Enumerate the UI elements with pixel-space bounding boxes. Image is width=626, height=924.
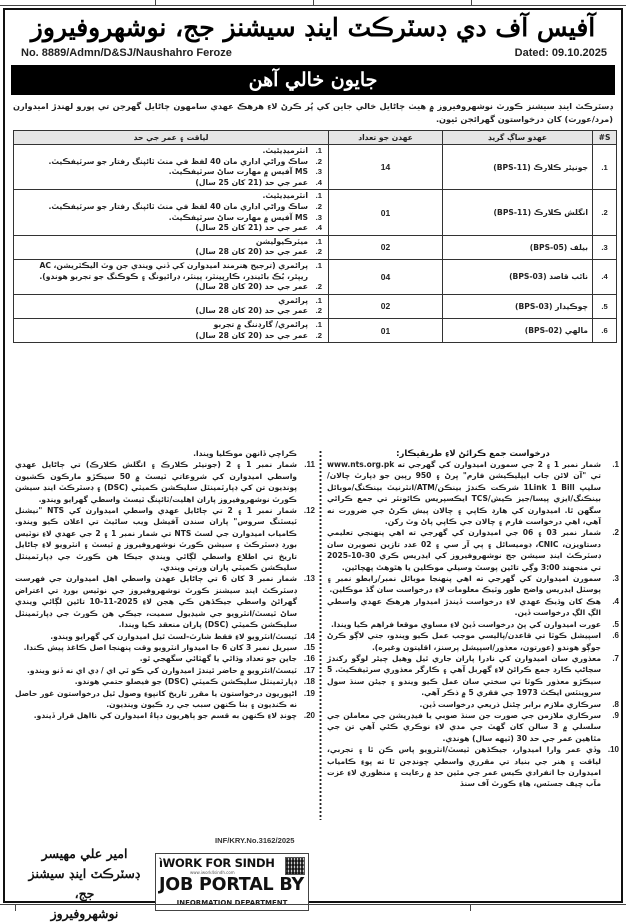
qualification-text: پرائمري [278,295,308,305]
row-qualifications [14,190,329,235]
qualification-number: 3. [315,167,322,177]
qualification-item [18,320,322,331]
table-row [14,294,617,318]
item-number: 12. [303,506,315,516]
qualification-text: ميٽرڪيوليشن [255,236,308,246]
qualification-text: ساڪ وراڻي اداري مان 40 لفظ في منٽ ٽائپنگ رفتار جو سرٽيفڪيٽ. [48,156,308,166]
item-number: 2. [612,528,619,538]
qualification-text: پرائمري/ گارڊننگ ۾ تجربو [213,319,308,329]
row-count: 01 [329,318,443,342]
qualification-number: 1. [315,295,322,305]
qualification-item [18,178,322,189]
qualification-item [18,296,322,307]
procedure-item [327,699,619,710]
item-number: 5. [612,619,619,629]
row-qualifications [14,145,329,190]
row-qualifications [14,235,329,259]
header-count: عهدن جو تعداد [329,131,443,145]
row-count: 04 [329,259,443,294]
qualification-text: عمر جي حد (20 کان 28 سال) [195,247,308,257]
qualification-number: 1. [315,236,322,246]
row-qualifications [14,259,329,294]
qualification-number: 1. [315,319,322,329]
procedure-item [327,459,619,527]
procedure-item [327,653,619,699]
qualification-number: 1. [315,191,322,201]
table-row [14,190,617,235]
procedure-item [327,596,619,619]
qualification-item [18,191,322,202]
item-text: اسپيشل ڪوٽا تي قاعدن/پاليسي موجب عمل ڪيو ويندو، جتي لاڳو ڪرڻ جوڳو هوندو (عورتون، معذور/اسپيشل پرسنز، اقليتون وغيره). [327,631,601,652]
item-text: ٽيسٽ/انٽرويو ۾ حاضر ٿيندڙ اميدوارن کي ڪو ٽي اي / ڊي اي نه ڏنو ويندو. [27,665,297,675]
item-number: 17. [303,665,315,675]
procedure-item [15,642,315,653]
qualification-text: عمر جي حد (21 کان 25 سال) [195,177,308,187]
row-sn: 1. [593,145,617,190]
item-text: شمار نمبر 3 کان 6 تي ڄاڻايل عهدن واسطي اهل اميدوارن جي فهرست ڊسٽرڪٽ اينڊ سيشنز ڪورٽ نوشهروفيروز جي نوٽيس بورڊ تي اعتراض گهرائڻ واسطي جيڪڏهن ڪي هجن لاءِ 2025-11-10 تائين لڳائي ويندي ساڻ ٽيسٽ/انٽرويو جي شيڊيول سميت، جيڪي هن ڪورٽ جي ڊپارٽمينٽل سليڪشن ڪميٽي (DSC) پاران منعقد ڪيا ويندا. [15,574,297,630]
advertisement-frame [3,8,623,921]
item-text: شمار نمبر 03 ۽ 06 جي اميدوارن کي گهرجي ته اهي پنهنجي تعليمي دستاويزن، CNIC، ڊوميسائل ۽ پي آر سي ۽ 02 عدد تازين تصويرن سان ڊسٽرڪٽ اينڊ سيشن جج نوشهروفيروز کي ايڊريس ڪري 30-10-2025 تي منجهند 3:00 وڳي تائين پوسٽ وسيلي موڪلين يا هٿوهٿ پهچائين. [327,528,602,572]
row-post: انگلش ڪلارڪ (BPS-11) [443,190,593,235]
item-text: سمورن اميدوارن کي گهرجي ته اهي پنهنجا موبائل نمبر/رابطو نمبر ۽ پوسٽل ايڊريس واضح طور وٽيڪ معلومات لاءِ درخواست سان گڏ موڪلين. [327,574,601,595]
vacancies-banner: جايون خالي آهن [11,65,615,95]
row-count: 01 [329,190,443,235]
table-row [14,259,617,294]
procedure-item [327,573,619,596]
qualification-item [18,223,322,234]
intro-paragraph: ڊسٽرڪٽ اينڊ سيشنز ڪورٽ نوشهروفيروز ۾ هيٺ ڄاڻايل خالي جاين کي پُر ڪرڻ لاءِ هرهڪ عهدي سامهون ڄاڻايل گهرجن تي پورو لهندڙ اميدوارن (مرد/عورت) کان درخواستون گهرائجن ٿيون. [13,101,613,124]
row-sn: 5. [593,294,617,318]
item-number: 11. [304,460,315,470]
vacancy-table [13,130,617,343]
row-post: چوڪيدار (BPS-03) [443,294,593,318]
dated: Dated: 09.10.2025 [514,47,607,59]
qualification-number: 1. [315,146,322,155]
qualification-item [18,237,322,248]
item-number: 20. [303,711,315,721]
item-text: سرڪاري ملازمن جي صورت جن سنڌ صوبي يا فيڊريشن جي معاملن جي سلسلي ۾ 3 سالن کان گهٽ جي مدي لاءِ نوڪري ڪئي آهي تن جي مٿاهين عمر جي حد 30 (ٽيهه سال) هوندي. [327,710,602,743]
row-sn: 6. [593,318,617,342]
procedure-item [15,676,315,687]
item-text: شمار نمبر 1 ۽ 2 (جونيئر ڪلارڪ ۽ انگلش ڪلارڪ) تي ڄاڻايل عهدي واسطي اميدوارن کي شروعاتي ٽيسٽ ۾ 50 سيڪڙو مارڪون ڪشيون پونديون تن کي ڊپارٽمينٽل سليڪشن ڪميٽي (DSC) ۽ ڊسٽرڪٽ اينڊ سيشن ڪورٽ نوشهروفيروز پاران اهليت/ٽائپنگ ٽيسٽ واسطي گهرايو ويندو. [15,460,297,504]
qualification-text: عمر جي حد (20 کان 28 سال) [195,282,308,292]
item-number: 1. [612,460,619,469]
item-text: جاين جو تعداد وڌائي يا گهٽائي سگهجي ٿو. [139,654,297,664]
header-qualification: لياقت ۽ عمر جي حد [14,131,329,145]
inf-number: INF/KRY.No.3162/2025 [215,836,295,845]
item-text: شمار نمبر 1 ۽ 2 تي ڄاڻايل عهدي واسطي اميدوارن کي NTS "نيشنل ٽيسٽنگ سروس" پاران سندن آفيشل ويب سائيٽ تي اعلان ڪيو ويندو. ڪامياب اميدوارن جي لسٽ NTS تي شمار نمبر 1 ۽ 2 جي عهدي لاءِ نوٽيس بورڊ ڊسٽرڪٽ ۽ سيشن ڪورٽ نوشهروفيروز ۾ ٽيسٽ ۽ انٽرويو لاءِ ڄاڻايل تاريخ تي اطلاع واسطي لڳائي ويندي جيڪا هن ڪورٽ جي ڊپارٽمينٽل سليڪشن ڪميٽي پاران ورتي ويندي. [15,506,297,573]
item-number: 7. [612,653,619,663]
qualification-number: 1. [315,260,322,270]
qualification-text: عمر جي حد (20 کان 28 سال) [195,306,308,316]
procedure-section [327,447,619,790]
procedure-heading: درخواست جمع ڪرائڻ لاءِ طريقيڪار: [396,448,550,458]
item-text: سيريل نمبر 3 کان 6 جا اميدوار انٽرويو وقت پنهنجا اصل ڪاغذ پيش ڪندا. [23,642,297,652]
qualification-item [18,331,322,342]
item-number: 18. [303,677,315,687]
qualification-text: انٽرميڊيئيٽ. [262,191,308,201]
qualification-number: 2. [315,247,322,257]
item-text: ڊپارٽمينٽل سليڪشن ڪميٽي (DSC) جو فيصلو حتمي هوندو. [74,677,297,687]
table-row [14,318,617,342]
header-sn: S# [593,131,617,145]
item-number: 10. [607,745,619,755]
qualification-item [18,261,322,282]
item-number: 3. [612,574,619,584]
qualification-item [18,167,322,178]
signatory-title: ڊسٽرڪٽ اينڊ سيشنز جج، [28,866,141,901]
row-post: جونيئر ڪلارڪ (BPS-11) [443,145,593,190]
qualification-text: MS آفيس ۾ مهارت ساڻ سرٽيفڪيٽ. [168,167,308,177]
header-post: عهدو ساڳ گريڊ [443,131,593,145]
procedure-item [327,744,619,790]
reference-number: No. 8889/Admn/D&SJ/Naushahro Feroze [21,47,232,59]
item-number: 13. [303,574,315,584]
item-text: معذوري سان اميدوارن کي نادرا پاران جاري ٿيل وهيل چيئر لوگو رکندڙ سڃاڻپ ڪارڊ جمع ڪرائڻ لاءِ گهربل آهي ۽ ڪارگر معذوري سرٽيفڪيٽ. 5 سيڪڙو معذور ڪوٽا تي سختي سان عمل ڪيو ويندو ۽ جيئن سنڌ سول سروينٽس ايڪٽ 1973 جي فقري 5 ۾ ذڪر آهي. [327,653,601,698]
row-sn: 2. [593,190,617,235]
procedure-item [327,630,619,653]
row-post: نائب قاصد (BPS-03) [443,259,593,294]
procedure-item [15,710,315,721]
qualification-item [18,202,322,213]
item-number: 9. [612,710,619,720]
item-text: عورت اميدوارن کي پڻ درخواست ڏيڻ لاءِ مساوي موقعا فراهم ڪيا ويندا. [330,619,601,629]
procedure-item [15,505,315,573]
row-qualifications [14,318,329,342]
row-post: مالهي (BPS-02) [443,318,593,342]
qualification-text: ساڪ وراڻي اداري مان 40 لفظ في منٽ ٽائپنگ رفتار جو سرٽيفڪيٽ. [48,201,308,211]
procedure-item [15,653,315,664]
row-qualifications [14,294,329,318]
item-text: سرڪاري ملازم برابر چئنل ذريعي درخواست ڏين. [419,699,601,709]
qualification-item [18,306,322,317]
qualification-text: انٽرميڊيئيٽ. [262,146,308,155]
procedure-item [327,527,619,573]
row-sn: 4. [593,259,617,294]
qualification-number: 2. [315,306,322,316]
qr-code-icon [285,857,305,875]
item-number: 4. [612,596,619,606]
qualification-item [18,146,322,157]
procedure-item [327,710,619,744]
item-text: اڻپوريون درخواستون يا مقرر تاريخ کانپوءِ وصول ٿيل درخواستون غور حاصل نه ڪنديون ۽ بنا ڪنهن سبب جي رد ڪيون وينديون. [15,688,297,709]
row-sn: 3. [593,235,617,259]
qualification-number: 2. [315,201,322,211]
row-count: 02 [329,235,443,259]
procedure-item [15,665,315,676]
row-count: 14 [329,145,443,190]
signatory-name: امير علي مهيسر [41,846,128,861]
adjacent-ad-border-bottom [0,904,626,910]
qualification-item [18,282,322,293]
qualification-number: 2. [315,330,322,340]
job-portal-logo [155,853,309,911]
qualification-number: 4. [315,177,322,187]
row-count: 02 [329,294,443,318]
item-number: 14. [303,631,315,641]
qualification-number: 3. [315,212,322,222]
item-text: ٽيسٽ/انٽرويو لاءِ فقط شارٽ-لسٽ ٿيل اميدوارن کي گهرايو ويندو. [50,631,297,641]
procedure-item [327,619,619,630]
item-number: 6. [612,631,619,641]
qualification-number: 2. [315,282,322,292]
qualification-text: عمر جي حد (21 کان 25 سال) [195,223,308,233]
qualification-number: 2. [315,156,322,166]
item-text: هڪ کان وڌيڪ عهدي لاءِ درخواست ڏيندڙ اميدوار هرهڪ عهدي واسطي الڳ الڳ درخواست ڏين. [327,596,601,618]
signature-block [17,844,152,924]
portal-line1: JOB PORTAL BY [159,875,305,895]
table-row [14,235,617,259]
portal-url: www.iwork4sindh.com [190,870,235,875]
portal-line2: INFORMATION DEPARTMENT [176,899,288,907]
info-i-icon: ì [159,856,163,870]
qualification-text: عمر جي حد (20 کان 28 سال) [195,330,308,340]
item-number: 19. [303,688,315,698]
procedure-continued [15,448,315,722]
signatory-place: نوشهروفيروز [50,906,119,921]
procedure-item [15,631,315,642]
qualification-item [18,213,322,224]
portal-brand: ìWORK FOR SINDH [159,856,275,870]
qualification-item [18,157,322,168]
item-number: 8. [612,699,619,709]
qualification-text: MS آفيس ۾ مهارت ساڻ سرٽيفڪيٽ. [168,212,308,222]
item-text: شمار نمبر 1 ۽ 2 جي سمورن اميدوارن کي گهرجي ته www.nts.org.pk تي "آن لائن جاب ايپليڪيشن فارم" ڀرڻ ۽ 950 رپين جو ڊپارٽ چالان/سليپ 1Link 1 Bill شرڪت ڪندڙ بينڪن/ATM/انٽرنيٽ بينڪنگ/موبائل بينڪنگ/ايزي پيسا/جيز ڪيش/TCS ايڪسپريس ڪائونٽر تي جمع ڪرائي سگهن ٿا. اميدوارن کي هارڊ ڪاپي ۽ چالان پيش ڪرڻ جي ضرورت نه آهي، اهي درخواست فارم ۽ چالان جي ڪاپي پاڻ وٽ رکن. [327,460,602,527]
office-title: آفيس آف دي ڊسٽرڪٽ اينڊ سيشنز جج، نوشهروفيروز [30,13,596,42]
item-text: چونڊ لاءِ ڪنهن به قسم جو ٻاهريون دٻاءُ اميدوارن کي نااهل قرار ڏيندو. [33,711,297,721]
procedure-item [15,573,315,630]
adjacent-ad-border-top [0,0,626,6]
procedure-continuation: ڪراچي ڏانهن موڪليا ويندا. [193,449,297,458]
item-number: 16. [303,654,315,664]
qualification-text: پرائمري (ترجيح هنرمند اميدوارن کي ڏني ويندي جن وٽ اليڪٽريشن، AC ريپئر، بُڪ بائينڊر، ڪارپينٽر، پينٽر، ڊرائيونگ ۽ ڪوڪنگ جو تجربو هوندو). [39,260,308,281]
item-number: 15. [303,642,315,652]
row-post: بيلف (BPS-05) [443,235,593,259]
procedure-item [15,459,315,505]
column-divider [319,450,322,820]
item-text: وڏي عمر وارا اميدوار، جيڪڏهن ٽيسٽ/انٽرويو پاس ڪن ٿا ۽ تجربي، لياقت ۽ هنر جي بنياد تي مقرري واسطي چونڊجن ٿا ته پوءِ ڪامياب اميدوارن جا انفرادي ڪيس عمر جي مٿين حد ۾ رعايت ۽ منظوري لاءِ عزت مآب چيف جسٽس، هاءِ ڪورٽ آف سنڌ [327,745,601,789]
procedure-item [15,688,315,711]
table-row [14,145,617,190]
table-header-row [14,131,617,145]
qualification-item [18,247,322,258]
qualification-number: 4. [315,223,322,233]
